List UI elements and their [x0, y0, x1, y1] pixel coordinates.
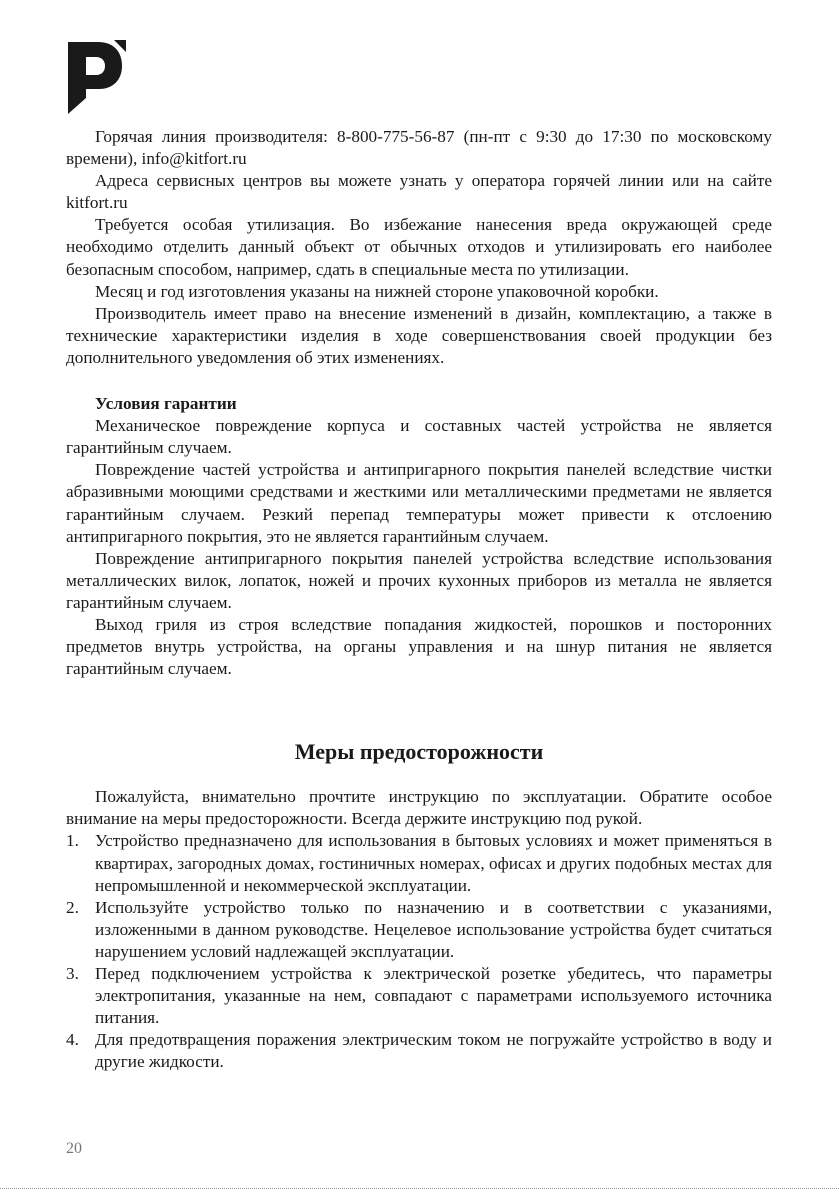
safety-list [66, 830, 772, 1073]
list-item-text: Для предотвращения поражения электрическим током не погружайте устройство в воду и другие жидкости. [95, 1030, 772, 1072]
list-item [66, 830, 772, 896]
footer-divider [0, 1188, 839, 1189]
warranty-paragraph: Повреждение частей устройства и антипригарного покрытия панелей вследствие чистки абразивными моющими средствами и жесткими или металлическими предметами не является гарантийным случаем. Резкий перепад температуры может привести к отслоению антипригарного покрытия, это не является гарантийным случаем. [66, 460, 772, 546]
list-item-number: 3. [66, 964, 79, 983]
list-item [66, 963, 772, 1029]
disposal-paragraph: Требуется особая утилизация. Во избежание нанесения вреда окружающей среде необходимо отделить данный объект от обычных отходов и утилизировать его наиболее безопасным способом, например, сдать в специальные места по утилизации. [66, 215, 772, 279]
logo-mark-icon [66, 40, 126, 114]
warranty-heading: Условия гарантии [95, 394, 237, 414]
list-item-number: 4. [66, 1030, 79, 1050]
list-item-text: Устройство предназначено для использования в бытовых условиях и может применяться в квартирах, загородных домах, гостиничных номерах, офисах и других подобных местах для непромышленной и некоммерческой эксплуатации. [95, 831, 772, 895]
warranty-paragraph: Выход гриля из строя вследствие попадания жидкостей, порошков и посторонних предметов внутрь устройства, на органы управления и на шнур питания не является гарантийным случаем. [66, 614, 772, 679]
manufacture-date-paragraph: Месяц и год изготовления указаны на нижней стороне упаковочной коробки. [95, 281, 659, 301]
list-item [66, 1029, 772, 1073]
warranty-paragraph: Повреждение антипригарного покрытия панелей устройства вследствие использования металлических вилок, лопаток, ножей и прочих кухонных приборов из металла не является гарантийным случаем. [66, 548, 772, 612]
list-item-number: 1. [66, 831, 79, 851]
safety-intro: Пожалуйста, внимательно прочтите инструкцию по эксплуатации. Обратите особое внимание на меры предосторожности. Всегда держите инструкцию под рукой. [66, 787, 772, 829]
hotline-paragraph: Горячая линия производителя: 8-800-775-56-87 (пн-пт с 9:30 до 17:30 по московскому времени), info@kitfort.ru [66, 127, 772, 169]
page-number: 20 [66, 1140, 82, 1157]
warranty-paragraph: Механическое повреждение корпуса и составных частей устройства не является гарантийным случаем. [66, 416, 772, 458]
kitfort-logo [66, 40, 126, 114]
list-item-text: Перед подключением устройства к электрической розетке убедитесь, что параметры электропитания, указанные на нем, совпадают с параметрами используемого источника питания. [95, 964, 772, 1028]
list-item [66, 897, 772, 963]
manufacturer-rights-paragraph: Производитель имеет право на внесение изменений в дизайн, комплектацию, а также в технические характеристики изделия в ходе совершенствования своей продукции без дополнительного уведомления об этих изменениях. [66, 303, 772, 367]
list-item-text: Используйте устройство только по назначению и в соответствии с указаниями, изложенными в данном руководстве. Нецелевое использование устройства будет считаться нарушением условий надлежащей эксплуатации. [95, 897, 772, 961]
safety-heading: Меры предосторожности [294, 739, 544, 765]
list-item-number: 2. [66, 897, 79, 917]
page-content [66, 126, 772, 1073]
service-centers-paragraph: Адреса сервисных центров вы можете узнать у оператора горячей линии или на сайте kitfort.ru [66, 171, 772, 213]
